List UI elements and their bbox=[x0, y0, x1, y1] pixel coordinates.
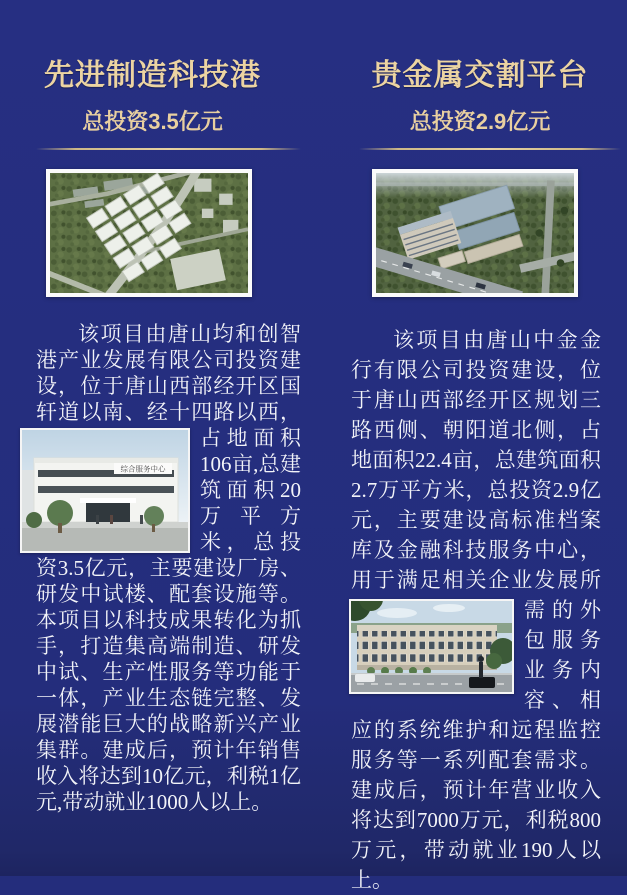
campus-aerial-graphic bbox=[376, 173, 574, 293]
service-center-building-graphic bbox=[22, 430, 188, 551]
aerial-photo-campus bbox=[372, 169, 578, 297]
description-segment-after: 占地面积106亩,总建筑面积20万平方米，总投资3.5亿元，主要建设厂房、研发中试楼、配套设施等。本项目以科技成果转化为抓手，打造集高端制造、研发中试、生产性服务等功能于一体，产业生态链完整、发展潜能巨大的战略新兴产业集群。建成后，预计年销售收入将达到10亿元，利税1亿元,带动就业1000人以上。 bbox=[36, 426, 301, 814]
project-title: 贵金属交割平台 bbox=[371, 59, 589, 92]
project-card-advanced-manufacturing bbox=[36, 56, 301, 895]
project-description bbox=[36, 321, 301, 815]
inline-photo-service-center bbox=[20, 428, 190, 553]
aerial-photo-industrial-park bbox=[46, 169, 252, 297]
project-card-precious-metals bbox=[351, 56, 609, 895]
office-building-graphic bbox=[351, 601, 512, 692]
gold-divider-line bbox=[359, 148, 621, 150]
description-segment-after: 相关企业发展所需的外包服务业务内容、相应的系统维护和远程监控服务等一系列配套需求。建成后，预计年营业收入将达到7000万元，利税800万元，带动就业190人以上。 bbox=[351, 568, 602, 892]
building-sign-text: 综合服务中心 bbox=[120, 464, 166, 474]
project-investment: 总投资2.9亿元 bbox=[409, 109, 551, 134]
description-segment-before: 该项目由唐山中金金行有限公司投资建设，位于唐山西部经开区规划三路西侧、朝阳道北侧，占地面积22.4亩，总建筑面积2.7万平方米，总投资2.9亿元，主要建设高标准档案库及金融科技服务中心，用于满足 bbox=[351, 328, 601, 592]
project-description bbox=[351, 325, 601, 895]
inline-photo-office-building bbox=[349, 599, 514, 694]
description-segment-before: 该项目由唐山均和创智港产业发展有限公司投资建设，位于唐山西部经开区国轩道以南、经十四路以西， bbox=[36, 322, 301, 424]
project-title: 先进制造科技港 bbox=[44, 59, 261, 92]
project-investment: 总投资3.5亿元 bbox=[82, 109, 223, 134]
industrial-park-aerial-graphic bbox=[50, 173, 248, 293]
gold-divider-line bbox=[36, 148, 301, 150]
